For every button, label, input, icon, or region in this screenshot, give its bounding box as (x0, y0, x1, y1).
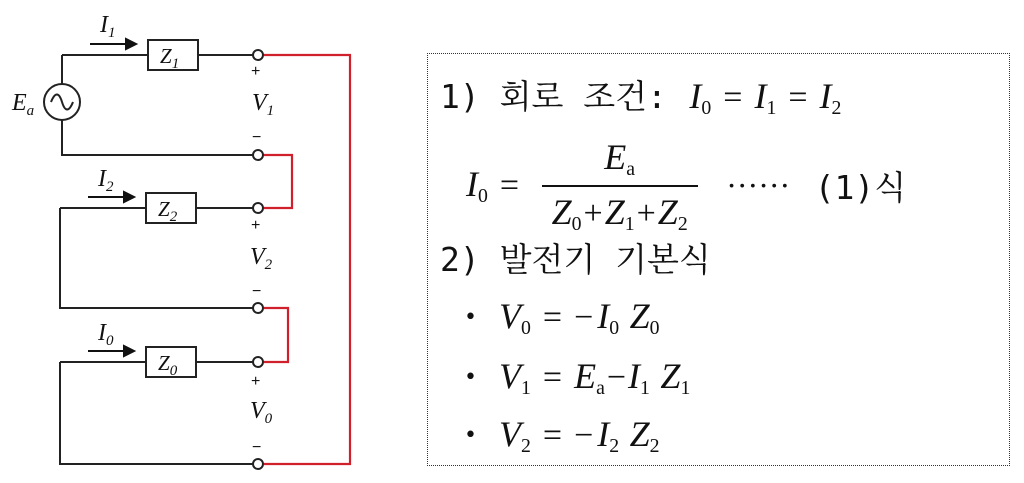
plus-sign: + (251, 63, 261, 80)
bullet-glyph: • (464, 423, 477, 448)
terminal (253, 357, 263, 367)
bullet-v2: • $V_2$ = − $I_2$ $Z_2$ (464, 414, 660, 457)
current-label-i0: $I_0$ (98, 320, 114, 349)
minus-sign: − (252, 439, 262, 456)
equation-1 (466, 136, 906, 236)
circuit-diagram (0, 0, 420, 483)
red-link-outer (264, 55, 350, 464)
condition-prefix: 1) 회로 조건: (440, 77, 667, 116)
term-i1: $I_1$ (754, 76, 777, 119)
equals-sign: = (723, 79, 743, 116)
equations-panel (427, 53, 1010, 466)
bullet-glyph: • (464, 365, 477, 390)
term-i2: $I_2$ (819, 76, 842, 119)
ac-source-icon (44, 84, 80, 120)
equals-sign: = (788, 79, 808, 116)
impedance-label-z1: $Z_1$ (160, 44, 180, 72)
voltage-label-v1: $V_1$ (252, 90, 275, 119)
minus-sign: − (252, 129, 262, 146)
term-i0: $I_0$ (689, 76, 712, 119)
generator-equations-heading: 2) 발전기 기본식 (440, 240, 711, 279)
impedance-label-z2: $Z_2$ (158, 197, 178, 225)
terminal (253, 303, 263, 313)
red-link-1 (264, 155, 292, 208)
voltage-label-v0: $V_0$ (250, 398, 273, 427)
plus-sign: + (251, 217, 261, 234)
source-label: $E_a$ (12, 90, 35, 119)
current-label-i1: $I_1$ (100, 12, 116, 41)
minus-sign: − (252, 283, 262, 300)
eq1-fraction (542, 136, 698, 236)
impedance-label-z0: $Z_0$ (158, 351, 178, 379)
equation-tag: (1)식 (814, 168, 907, 208)
bullet-v1: • $V_1 = E_a-I_1$ $Z_1$ (464, 356, 691, 399)
circuit-condition-line (440, 76, 841, 128)
terminal (253, 50, 263, 60)
terminal (253, 150, 263, 160)
current-label-i2: $I_2$ (98, 166, 114, 195)
equals-sign: = (499, 166, 520, 204)
voltage-label-v2: $V_2$ (250, 244, 273, 273)
plus-sign: + (251, 373, 261, 390)
eq1-lhs: $I_0$ (466, 164, 488, 208)
terminal (253, 459, 263, 469)
fraction-denominator: $Z_0+Z_1+Z_2$ (542, 185, 698, 236)
ellipsis: ······ (726, 167, 791, 204)
bullet-v0: • $V_0$ = − $I_0$ $Z_0$ (464, 296, 660, 339)
bullet-glyph: • (464, 305, 477, 330)
terminal (253, 203, 263, 213)
red-link-2 (264, 308, 288, 362)
fraction-numerator: $E_a$ (604, 137, 636, 180)
